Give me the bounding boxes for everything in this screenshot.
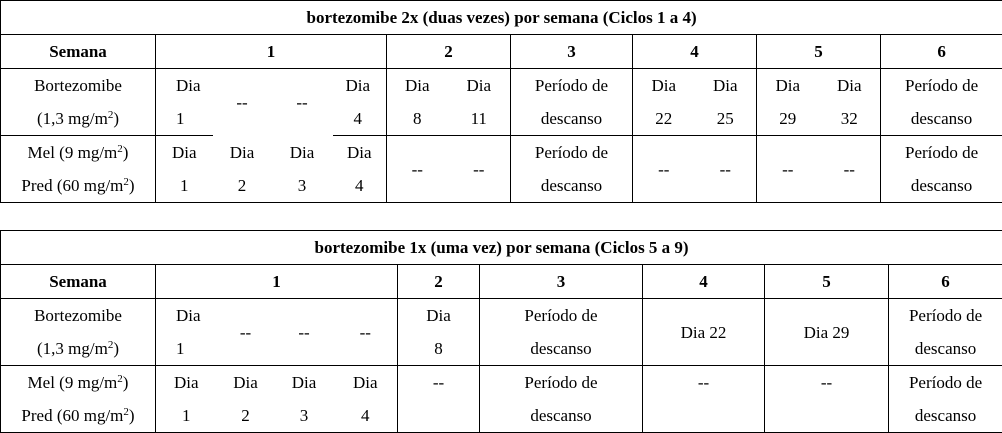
table2-title-row (1, 231, 1002, 265)
rest-period-line2: descanso (881, 169, 1002, 203)
bort-day-value: 22 (633, 102, 695, 136)
empty-cell (398, 399, 480, 433)
bort-day-value: 8 (387, 102, 448, 136)
pred-label: Pred (60 $mg/m^2$) (1, 399, 156, 433)
mel-day-value: 2 (213, 169, 272, 203)
mel-day-value: 2 (217, 399, 275, 433)
table1-title: bortezomibe 2x (duas vezes) por semana (Ciclos 1 a 4) (1, 1, 1002, 35)
bort-day-value: 25 (695, 102, 757, 136)
table1-title-row (1, 1, 1002, 35)
rest-period-line1: Período de (480, 366, 643, 400)
mel-dia-label: Dia (275, 366, 334, 400)
mel-dia-label: Dia (217, 366, 275, 400)
mel-dia-label: Dia (334, 366, 398, 400)
mel-row (1, 366, 1002, 400)
mel-day-value: 4 (333, 169, 387, 203)
week-4-header: 4 (643, 265, 765, 299)
empty-cell (765, 399, 889, 433)
mel-dia-label: Dia (156, 366, 217, 400)
mel-dia-label: Dia (272, 136, 333, 170)
week-2-header: 2 (387, 35, 511, 69)
week-5-header: 5 (765, 265, 889, 299)
bort-day-value: 1 (156, 332, 217, 366)
rest-period-line1: Período de (511, 69, 633, 103)
rest-period-line2: descanso (889, 332, 1002, 366)
rest-period-line2: descanso (881, 102, 1002, 136)
mel-day-value: 3 (272, 169, 333, 203)
mel-dash: -- (819, 136, 881, 203)
mel-dash: -- (765, 366, 889, 400)
mel-dia-label: Dia (333, 136, 387, 170)
mel-dash: -- (387, 136, 448, 203)
rest-period-line2: descanso (511, 169, 633, 203)
week-6-header: 6 (889, 265, 1002, 299)
week-1-header: 1 (156, 35, 387, 69)
mel-label: Mel (9 $mg/m^2$) (1, 366, 156, 400)
bort-dia-label: Dia (633, 69, 695, 103)
mel-dia-label: Dia (213, 136, 272, 170)
bortezomibe-label: Bortezomibe (1, 69, 156, 103)
week-2-header: 2 (398, 265, 480, 299)
semana-header: Semana (1, 35, 156, 69)
mel-label: Mel (9 $mg/m^2$) (1, 136, 156, 170)
bort-dia-label: Dia (448, 69, 511, 103)
mel-day-value: 4 (334, 399, 398, 433)
week-3-header: 3 (511, 35, 633, 69)
table1-header-row (1, 35, 1002, 69)
bort-day-value: 8 (398, 332, 480, 366)
bort-dash: -- (272, 69, 333, 136)
rest-period-line1: Período de (889, 366, 1002, 400)
mel-dash: -- (695, 136, 757, 203)
bort-dia-label: Dia (757, 69, 819, 103)
week-1-header: 1 (156, 265, 398, 299)
bort-day-value: 4 (333, 102, 387, 136)
bort-day-value: 32 (819, 102, 881, 136)
bort-day-value: 11 (448, 102, 511, 136)
bortezomibe-label: Bortezomibe (1, 299, 156, 333)
table-once-weekly (0, 230, 1002, 433)
table2-header-row (1, 265, 1002, 299)
bortezomibe-dose: (1,3 $mg/m^2$) (1, 332, 156, 366)
bort-dia-label: Dia (695, 69, 757, 103)
semana-header: Semana (1, 265, 156, 299)
week-3-header: 3 (480, 265, 643, 299)
bort-day-value: 1 (156, 102, 213, 136)
week-4-header: 4 (633, 35, 757, 69)
table2-title: bortezomibe 1x (uma vez) por semana (Ciclos 5 a 9) (1, 231, 1002, 265)
bortezomibe-row-line1 (1, 299, 1002, 333)
rest-period-line1: Período de (889, 299, 1002, 333)
table-twice-weekly (0, 0, 1002, 203)
rest-period-line1: Período de (881, 69, 1002, 103)
mel-dash: -- (448, 136, 511, 203)
bortezomibe-row-line1 (1, 69, 1002, 103)
mel-row (1, 136, 1002, 170)
bort-dia-label: Dia (156, 69, 213, 103)
empty-cell (643, 399, 765, 433)
bort-dash: -- (217, 299, 275, 366)
mel-dash: -- (398, 366, 480, 400)
rest-period-line1: Período de (511, 136, 633, 170)
pred-row (1, 399, 1002, 433)
bort-dia-label: Dia (398, 299, 480, 333)
mel-dash: -- (643, 366, 765, 400)
bort-day-value: 29 (757, 102, 819, 136)
bort-dia-22: Dia 22 (643, 299, 765, 366)
bortezomibe-row-line2 (1, 102, 1002, 136)
bort-dash: -- (213, 69, 272, 136)
week-5-header: 5 (757, 35, 881, 69)
mel-dash: -- (757, 136, 819, 203)
mel-day-value: 1 (156, 399, 217, 433)
rest-period-line1: Período de (881, 136, 1002, 170)
rest-period-line1: Período de (480, 299, 643, 333)
pred-label: Pred (60 $mg/m^2$) (1, 169, 156, 203)
mel-day-value: 1 (156, 169, 213, 203)
rest-period-line2: descanso (511, 102, 633, 136)
week-6-header: 6 (881, 35, 1002, 69)
bort-dia-label: Dia (387, 69, 448, 103)
bort-dash: -- (275, 299, 334, 366)
bort-dia-label: Dia (819, 69, 881, 103)
bortezomibe-dose: (1,3 $mg/m^2$) (1, 102, 156, 136)
bort-dia-label: Dia (333, 69, 387, 103)
bort-dia-29: Dia 29 (765, 299, 889, 366)
mel-dia-label: Dia (156, 136, 213, 170)
rest-period-line2: descanso (480, 332, 643, 366)
rest-period-line2: descanso (480, 399, 643, 433)
bort-dia-label: Dia (156, 299, 217, 333)
rest-period-line2: descanso (889, 399, 1002, 433)
mel-dash: -- (633, 136, 695, 203)
mel-day-value: 3 (275, 399, 334, 433)
bort-dash: -- (334, 299, 398, 366)
